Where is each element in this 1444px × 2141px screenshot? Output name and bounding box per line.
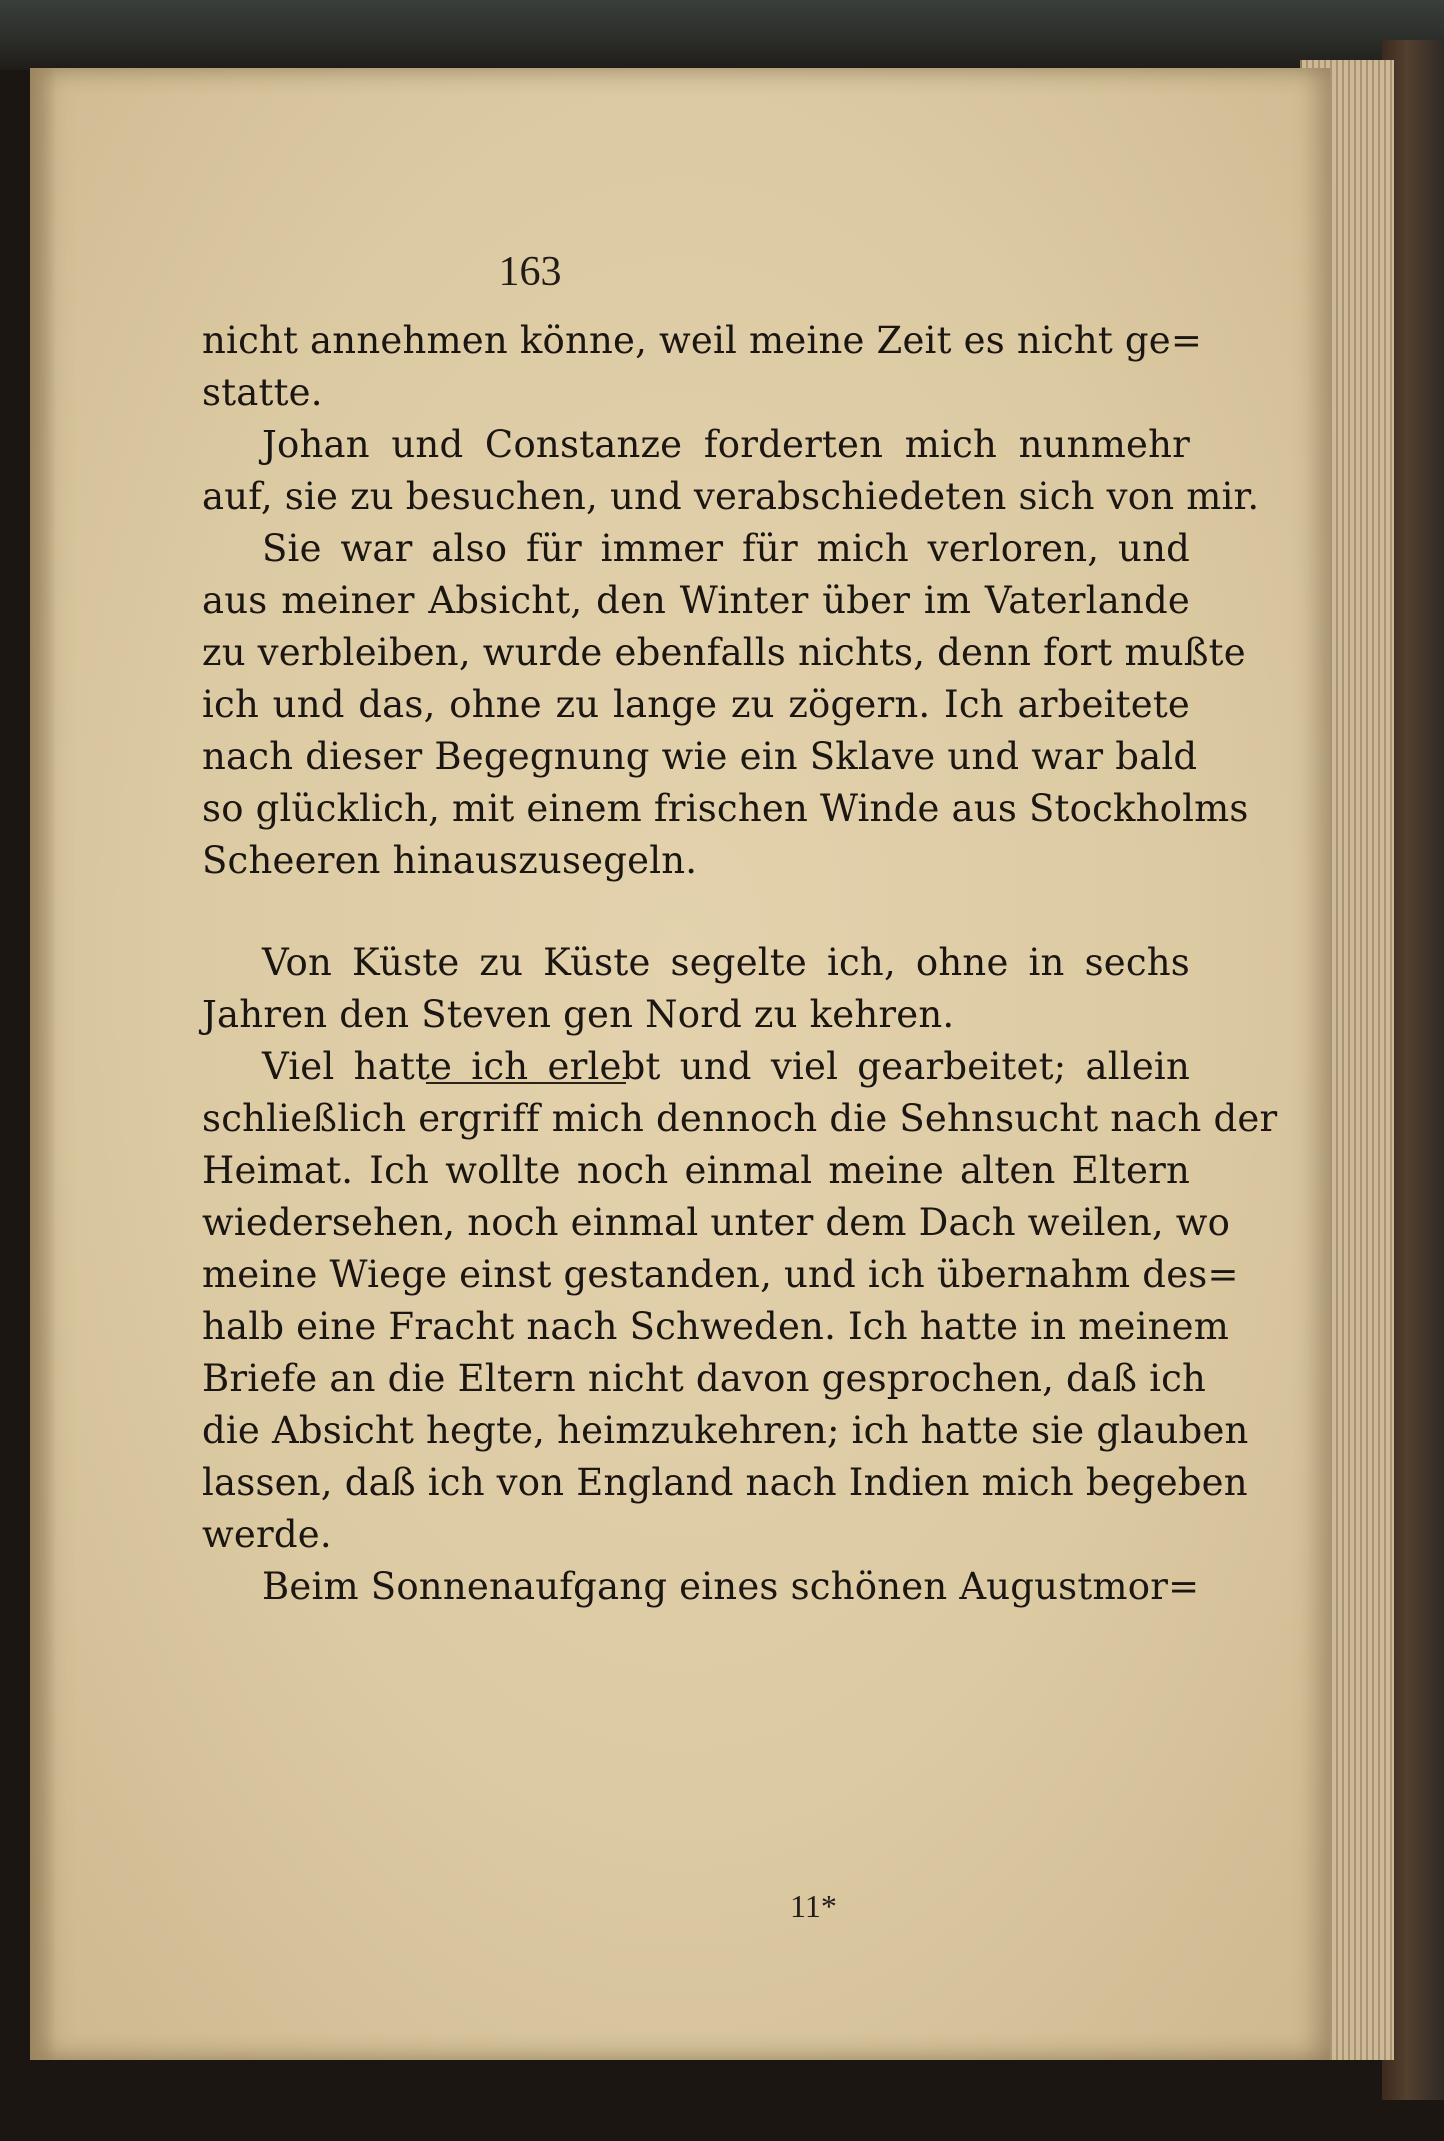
- page-gutter-shadow: [30, 68, 56, 2060]
- text-line: nach dieser Begegnung wie ein Sklave und war bald: [202, 735, 1198, 778]
- text-line: schließlich ergriff mich dennoch die Sehnsucht nach der: [202, 1097, 1278, 1140]
- text-line: wiedersehen, noch einmal unter dem Dach weilen, wo: [202, 1201, 1231, 1244]
- text-line: Sie war also für immer für mich verloren, und: [262, 527, 1190, 570]
- text-line: zu verbleiben, wurde ebenfalls nichts, denn fort mußte: [202, 631, 1246, 674]
- text-line: Viel hatte ich erlebt und viel gearbeitet; allein: [262, 1045, 1190, 1088]
- text-line: auf, sie zu besuchen, und verabschiedeten sich von mir.: [202, 475, 1260, 518]
- book-page: [30, 68, 1330, 2060]
- page-number: 163: [498, 249, 562, 295]
- text-line: meine Wiege einst gestanden, und ich übernahm des=: [202, 1253, 1239, 1296]
- text-line: statte.: [202, 371, 323, 414]
- text-line: lassen, daß ich von England nach Indien mich begeben: [202, 1461, 1248, 1504]
- text-line: ich und das, ohne zu lange zu zögern. Ich arbeitete: [202, 683, 1190, 726]
- text-line: Johan und Constanze forderten mich nunmehr: [262, 423, 1190, 466]
- signature-mark: 11*: [790, 1888, 837, 1924]
- section-separator: [426, 1082, 626, 1084]
- text-line: halb eine Fracht nach Schweden. Ich hatte in meinem: [202, 1305, 1230, 1348]
- text-line: Heimat. Ich wollte noch einmal meine alten Eltern: [202, 1149, 1190, 1192]
- text-line: Von Küste zu Küste segelte ich, ohne in sechs: [262, 941, 1190, 984]
- text-line: Beim Sonnenaufgang eines schönen Augustmor=: [262, 1565, 1200, 1608]
- text-line: Scheeren hinauszusegeln.: [202, 839, 698, 882]
- text-line: werde.: [202, 1513, 332, 1556]
- text-line: nicht annehmen könne, weil meine Zeit es nicht ge=: [202, 319, 1203, 362]
- text-line: die Absicht hegte, heimzukehren; ich hatte sie glauben: [202, 1409, 1249, 1452]
- book-cover-top-edge: [0, 0, 1444, 70]
- text-line: so glücklich, mit einem frischen Winde aus Stockholms: [202, 787, 1249, 830]
- text-line: aus meiner Absicht, den Winter über im Vaterlande: [202, 579, 1190, 622]
- text-line: Jahren den Steven gen Nord zu kehren.: [202, 993, 955, 1036]
- text-line: Briefe an die Eltern nicht davon gesprochen, daß ich: [202, 1357, 1207, 1400]
